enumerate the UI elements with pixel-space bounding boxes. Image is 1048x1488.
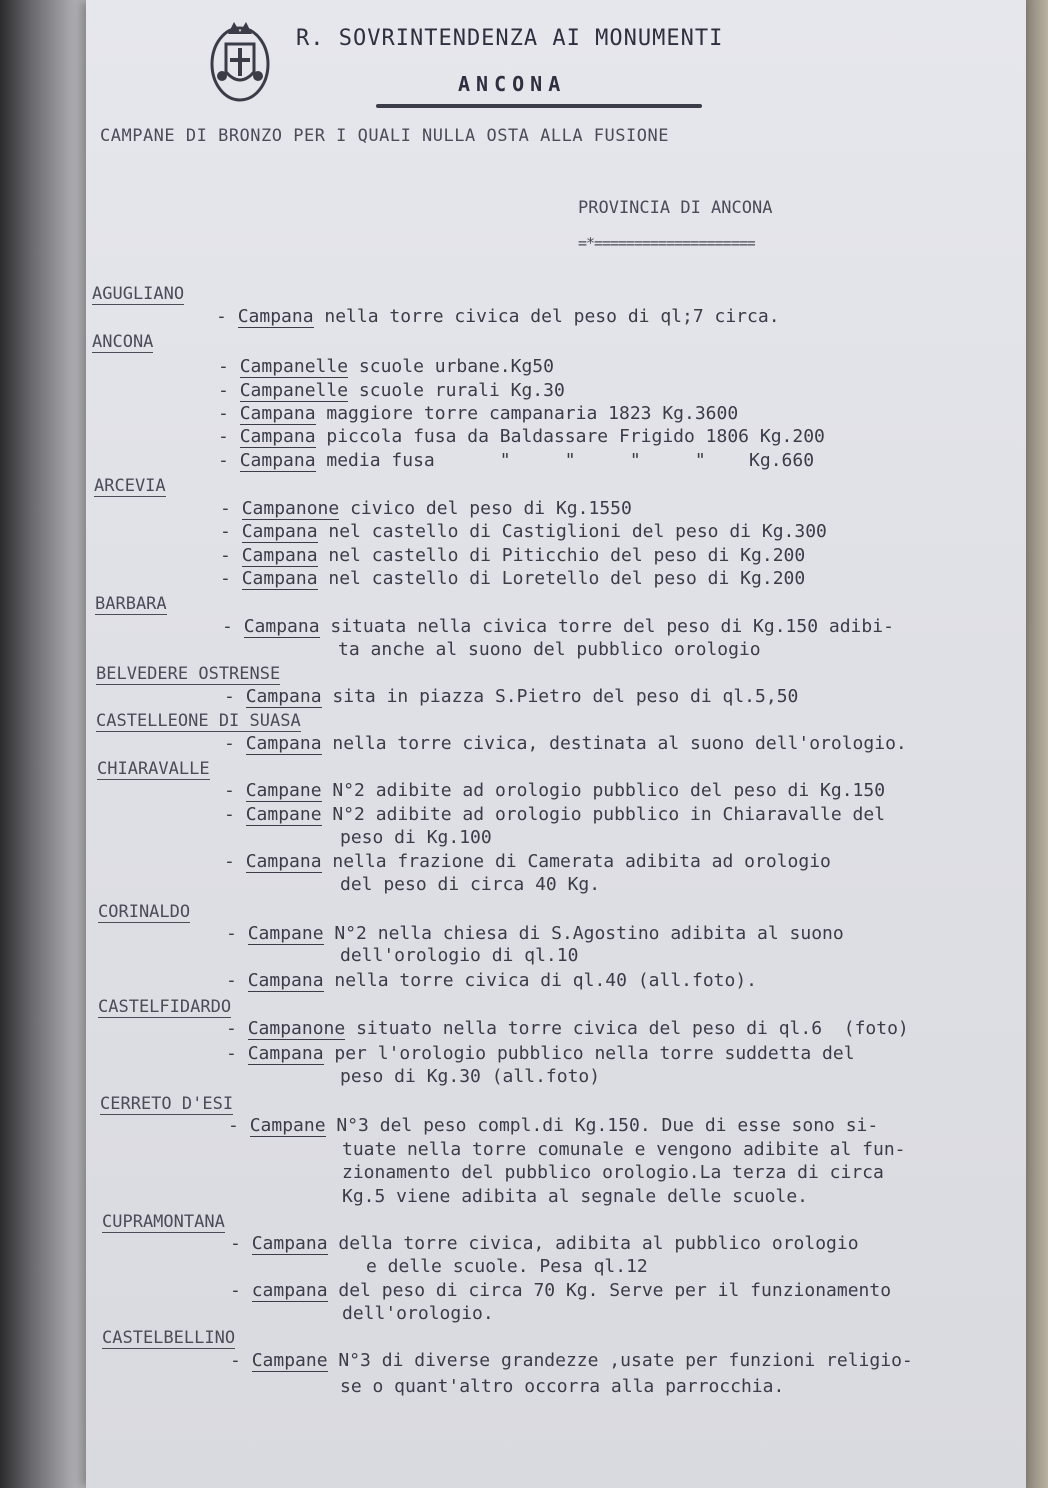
document-title: CAMPANE DI BRONZO PER I QUALI NULLA OSTA ALLA FUSIONE bbox=[100, 126, 669, 146]
list-item-continuation: zionamento del pubblico orologio.La terza di circa bbox=[342, 1162, 884, 1183]
list-item: - Campanone situato nella torre civica del peso di ql.6 (foto) bbox=[226, 1018, 909, 1039]
header-rule bbox=[376, 104, 702, 108]
list-item: - Campana situata nella civica torre del peso di Kg.150 adibi- bbox=[222, 616, 894, 637]
list-item-continuation: del peso di circa 40 Kg. bbox=[340, 874, 601, 895]
list-item: - Campana nel castello di Loretello del peso di Kg.200 bbox=[220, 568, 806, 589]
town-heading: ARCEVIA bbox=[94, 476, 166, 496]
list-item: - Campana nel castello di Piticchio del peso di Kg.200 bbox=[220, 545, 806, 566]
list-item: - Campane N°2 adibite ad orologio pubblico in Chiaravalle del bbox=[224, 804, 886, 825]
list-item-continuation: se o quant'altro occorra alla parrocchia. bbox=[340, 1376, 785, 1397]
list-item: - Campana maggiore torre campanaria 1823 Kg.3600 bbox=[218, 403, 739, 424]
list-item: - Campanelle scuole urbane.Kg50 bbox=[218, 356, 554, 377]
page-edge bbox=[1026, 0, 1048, 1488]
town-heading: CUPRAMONTANA bbox=[102, 1212, 225, 1232]
list-item-continuation: tuate nella torre comunale e vengono adibite al fun- bbox=[342, 1139, 906, 1160]
list-item: - Campanelle scuole rurali Kg.30 bbox=[218, 380, 565, 401]
list-item: - Campane N°2 adibite ad orologio pubblico del peso di Kg.150 bbox=[224, 780, 886, 801]
list-item: - Campana nel castello di Castiglioni del peso di Kg.300 bbox=[220, 521, 827, 542]
list-item-continuation: e delle scuole. Pesa ql.12 bbox=[366, 1256, 648, 1277]
list-item: - Campane N°2 nella chiesa di S.Agostino adibita al suono bbox=[226, 923, 844, 944]
town-heading: BELVEDERE OSTRENSE bbox=[96, 664, 281, 684]
town-heading: BARBARA bbox=[95, 594, 167, 614]
list-item-continuation: peso di Kg.30 (all.foto) bbox=[340, 1066, 601, 1087]
town-heading: CASTELLEONE DI SUASA bbox=[96, 711, 301, 731]
list-item: - Campane N°3 del peso compl.di Kg.150. Due di esse sono si- bbox=[228, 1115, 879, 1136]
document-page bbox=[86, 0, 1026, 1488]
town-heading: CASTELBELLINO bbox=[102, 1328, 236, 1348]
list-item-continuation: peso di Kg.100 bbox=[340, 827, 492, 848]
list-item: - Campana per l'orologio pubblico nella torre suddetta del bbox=[226, 1043, 855, 1064]
list-item: - Campana media fusa " " " " Kg.660 bbox=[218, 450, 815, 471]
coat-of-arms-seal-icon bbox=[208, 14, 272, 104]
list-item-continuation: ta anche al suono del pubblico orologio bbox=[338, 639, 761, 660]
town-heading: CORINALDO bbox=[98, 902, 191, 922]
list-item-continuation: dell'orologio. bbox=[342, 1303, 494, 1324]
list-item: - Campana nella torre civica del peso di ql;7 circa. bbox=[216, 306, 780, 327]
list-item: - Campana nella torre civica di ql.40 (all.foto). bbox=[226, 970, 758, 991]
list-item: - campana del peso di circa 70 Kg. Serve per il funzionamento bbox=[230, 1280, 892, 1301]
list-item: - Campana della torre civica, adibita al pubblico orologio bbox=[230, 1233, 859, 1254]
list-item: - Campana nella frazione di Camerata adibita ad orologio bbox=[224, 851, 831, 872]
town-heading: AGUGLIANO bbox=[92, 284, 185, 304]
office-name: R. SOVRINTENDENZA AI MONUMENTI bbox=[296, 26, 724, 51]
list-item-continuation: Kg.5 viene adibita al segnale delle scuole. bbox=[342, 1186, 808, 1207]
list-item: - Campana piccola fusa da Baldassare Frigido 1806 Kg.200 bbox=[218, 426, 825, 447]
list-item-continuation: dell'orologio di ql.10 bbox=[340, 945, 579, 966]
binder-edge bbox=[0, 0, 92, 1488]
province-underline: =*==================== bbox=[578, 234, 755, 252]
town-heading: ANCONA bbox=[92, 332, 154, 352]
office-city: ANCONA bbox=[458, 72, 567, 96]
town-heading: CASTELFIDARDO bbox=[98, 997, 232, 1017]
town-heading: CERRETO D'ESI bbox=[100, 1094, 234, 1114]
list-item: - Campanone civico del peso di Kg.1550 bbox=[220, 498, 632, 519]
list-item: - Campane N°3 di diverse grandezze ,usate per funzioni religio- bbox=[230, 1350, 913, 1371]
town-heading: CHIARAVALLE bbox=[97, 759, 210, 779]
list-item: - Campana nella torre civica, destinata al suono dell'orologio. bbox=[224, 733, 907, 754]
list-item: - Campana sita in piazza S.Pietro del peso di ql.5,50 bbox=[224, 686, 799, 707]
province-label: PROVINCIA DI ANCONA bbox=[578, 198, 773, 218]
